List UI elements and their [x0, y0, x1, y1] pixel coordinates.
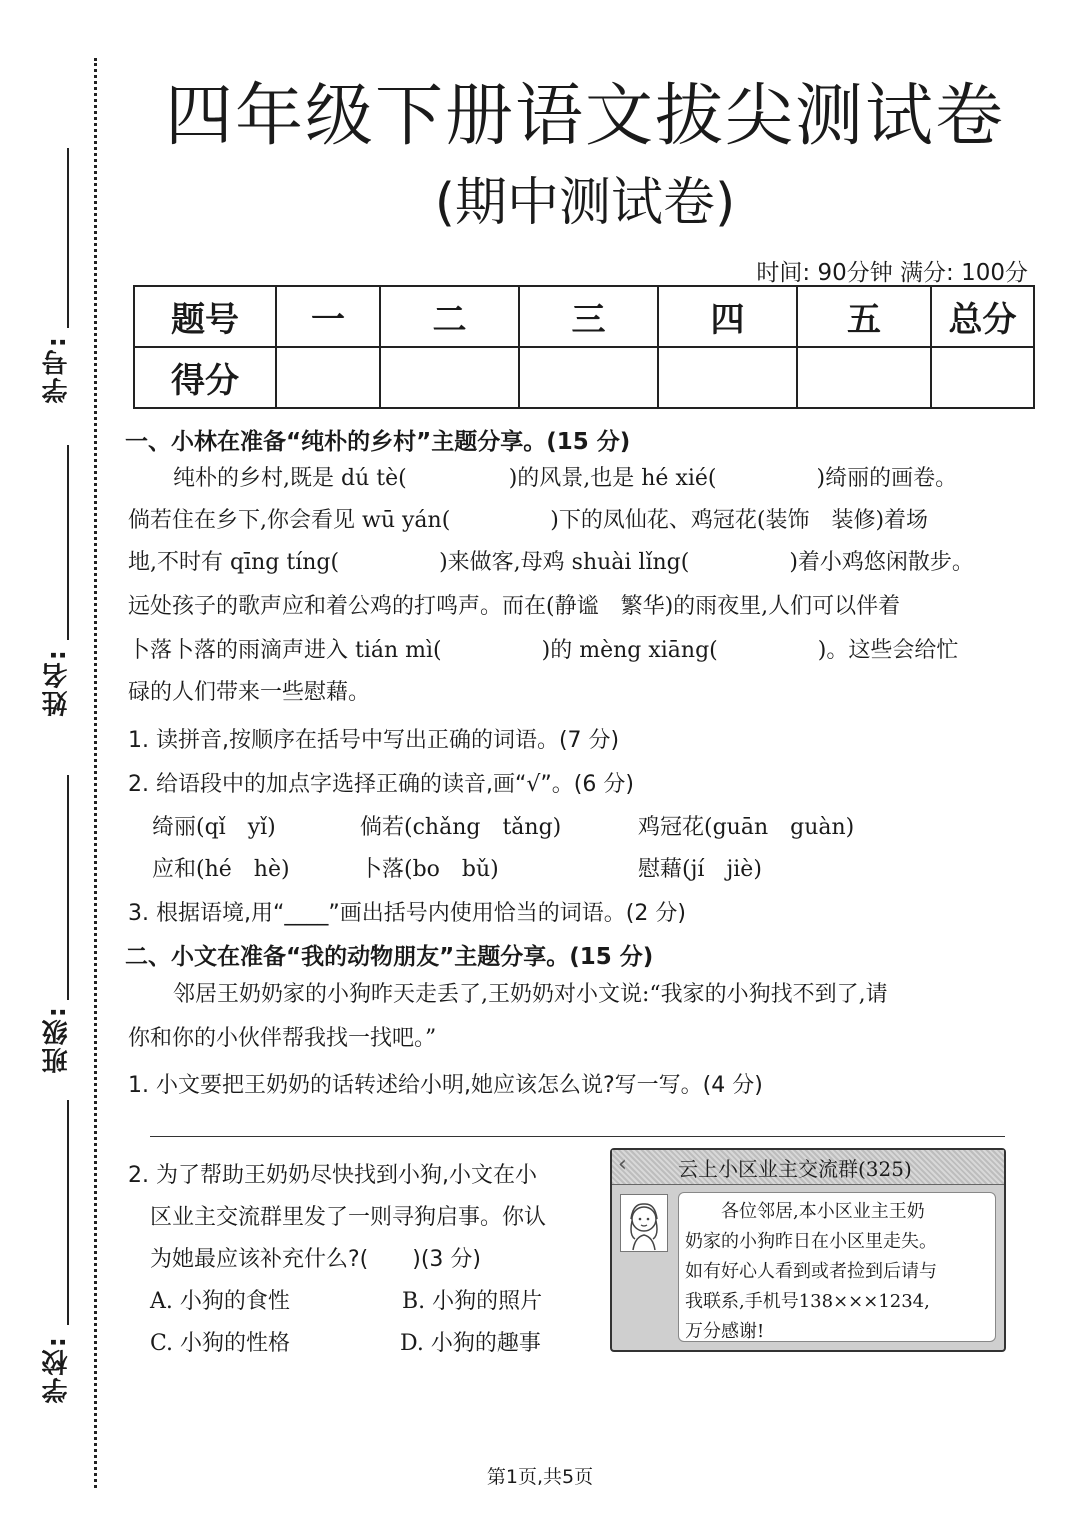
- score-table-header-row: [134, 286, 1034, 347]
- section1-paragraph: [128, 500, 1013, 542]
- pronunciation-option[interactable]: 鸡冠花(guān guàn): [638, 815, 855, 840]
- score-input-cell[interactable]: [931, 347, 1034, 408]
- pronunciation-option[interactable]: 慰藉(jí jiè): [638, 857, 762, 882]
- student-id-label: 学号:: [42, 335, 72, 404]
- page-number: 第1页,共5页: [486, 1466, 594, 1488]
- back-arrow-icon: ‹: [618, 1152, 627, 1177]
- section2-heading: 二、小文在准备“我的动物朋友”主题分享。(15 分): [125, 944, 654, 970]
- choice-d[interactable]: D. 小狗的趣事: [400, 1331, 541, 1356]
- chat-line: 万分感谢!: [685, 1321, 765, 1342]
- group-chat-illustration: [610, 1148, 1006, 1352]
- chat-line: 各位邻居,本小区业主王奶: [721, 1201, 925, 1222]
- question-text: 为她最应该补充什么?( )(3 分): [150, 1247, 481, 1272]
- exam-title: 四年级下册语文拔尖测试卷: [164, 77, 1005, 156]
- passage-text: 碌的人们带来一些慰藉。: [128, 680, 371, 705]
- pronunciation-option[interactable]: 绮丽(qǐ yǐ): [152, 815, 276, 840]
- score-cell: 一: [276, 286, 380, 347]
- class-line[interactable]: [67, 775, 69, 1000]
- passage-text: )下的凤仙花、鸡冠花(装饰 装修)着场: [550, 508, 929, 533]
- chat-message: [678, 1192, 996, 1342]
- section1-paragraph: [128, 630, 1013, 672]
- question-1-2: 2. 给语段中的加点字选择正确的读音,画“√”。(6 分): [128, 772, 634, 797]
- girl-avatar-icon: [621, 1195, 667, 1251]
- name-label: 姓名:: [42, 648, 72, 717]
- choice-b[interactable]: B. 小狗的照片: [402, 1289, 543, 1314]
- score-input-cell[interactable]: [380, 347, 519, 408]
- choice-a[interactable]: A. 小狗的食性: [150, 1289, 290, 1314]
- question-1-3: 3. 根据语境,用“____”画出括号内使用恰当的词语。(2 分): [128, 901, 686, 926]
- avatar: [620, 1194, 668, 1252]
- passage-text: 卜落卜落的雨滴声进入 tián mì(: [128, 638, 442, 663]
- chat-line: 奶家的小狗昨日在小区里走失。: [685, 1231, 937, 1252]
- score-input-cell[interactable]: [519, 347, 658, 408]
- pronunciation-option[interactable]: 倘若(chǎng tǎng): [360, 815, 562, 840]
- chat-line: 如有好心人看到或者捡到后请与: [685, 1261, 937, 1282]
- score-table: [133, 285, 1035, 409]
- score-cell: 题号: [134, 286, 276, 347]
- section1-paragraph: [128, 542, 1013, 584]
- score-table-score-row: [134, 347, 1034, 408]
- time-info: 时间: 90分钟 满分: 100分: [756, 260, 1028, 286]
- question-1-1: 1. 读拼音,按顺序在括号中写出正确的词语。(7 分): [128, 728, 620, 753]
- pronunciation-option[interactable]: 卜落(bo bǔ): [360, 857, 499, 882]
- question-2-1: 1. 小文要把王奶奶的话转述给小明,她应该怎么说?写一写。(4 分): [128, 1073, 763, 1098]
- passage-text: 纯朴的乡村,既是 dú tè(: [173, 466, 407, 491]
- choice-c[interactable]: C. 小狗的性格: [150, 1331, 291, 1356]
- chat-line: 我联系,手机号138×××1234,: [685, 1291, 930, 1312]
- exam-subtitle: (期中测试卷): [434, 173, 736, 233]
- passage-text: 远处孩子的歌声应和着公鸡的打鸣声。而在(静谧 繁华)的雨夜里,人们可以伴着: [128, 594, 901, 619]
- passage-text: 你和你的小伙伴帮我找一找吧。”: [128, 1026, 437, 1051]
- passage-text: 倘若住在乡下,你会看见 wū yán(: [128, 508, 451, 533]
- passage-text: )来做客,母鸡 shuài lǐng(: [439, 550, 690, 575]
- score-cell: 总分: [931, 286, 1034, 347]
- score-cell: 四: [658, 286, 797, 347]
- answer-line[interactable]: [150, 1136, 1005, 1137]
- question-text: 2. 为了帮助王奶奶尽快找到小狗,小文在小: [128, 1163, 537, 1188]
- section1-paragraph: [128, 458, 1013, 500]
- passage-text: )绮丽的画卷。: [816, 466, 958, 491]
- score-cell: 二: [380, 286, 519, 347]
- passage-text: )着小鸡悠闲散步。: [789, 550, 974, 575]
- chat-title: 云上小区业主交流群(325): [678, 1157, 912, 1181]
- class-label: 班级:: [42, 1005, 72, 1074]
- passage-text: )的 mèng xiāng(: [541, 638, 718, 663]
- school-label: 学校:: [42, 1335, 72, 1404]
- student-id-line[interactable]: [67, 148, 69, 328]
- name-line[interactable]: [67, 445, 69, 640]
- pronunciation-option[interactable]: 应和(hé hè): [152, 857, 290, 882]
- chat-header: [612, 1150, 1004, 1185]
- passage-text: 邻居王奶奶家的小狗昨天走丢了,王奶奶对小文说:“我家的小狗找不到了,请: [173, 982, 888, 1007]
- binding-dotted-line: [94, 58, 97, 1488]
- score-input-cell[interactable]: [658, 347, 797, 408]
- score-row-label: 得分: [134, 347, 276, 408]
- passage-text: )的风景,也是 hé xié(: [508, 466, 717, 491]
- score-cell: 三: [519, 286, 658, 347]
- section1-heading: 一、小林在准备“纯朴的乡村”主题分享。(15 分): [125, 429, 631, 455]
- score-input-cell[interactable]: [276, 347, 380, 408]
- question-text: 区业主交流群里发了一则寻狗启事。你认: [150, 1205, 547, 1230]
- passage-text: 地,不时有 qīng tíng(: [128, 550, 340, 575]
- passage-text: )。这些会给忙: [817, 638, 959, 663]
- score-cell: 五: [797, 286, 931, 347]
- school-line[interactable]: [67, 1100, 69, 1325]
- question-2-2: [128, 1155, 546, 1281]
- score-input-cell[interactable]: [797, 347, 931, 408]
